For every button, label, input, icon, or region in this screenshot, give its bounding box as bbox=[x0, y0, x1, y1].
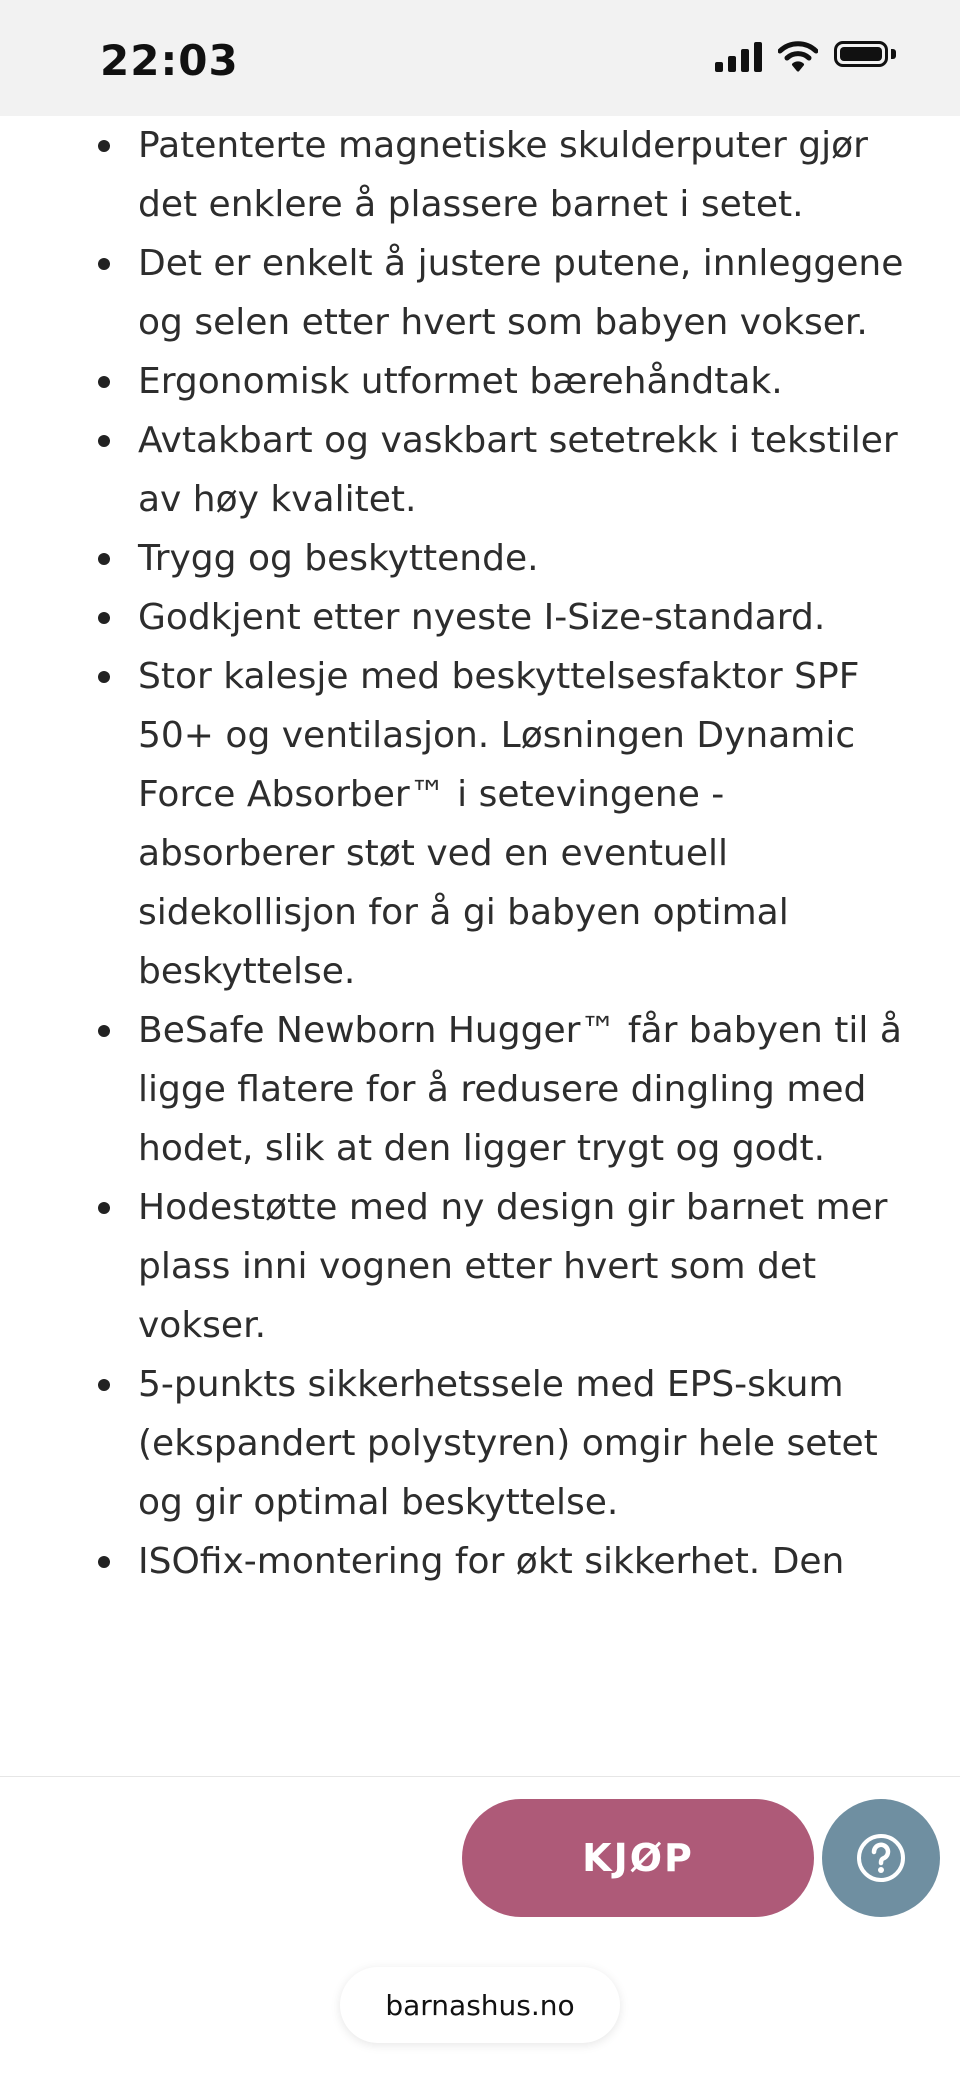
help-button[interactable] bbox=[822, 1799, 940, 1917]
feature-list bbox=[0, 116, 928, 1591]
list-item: Avtakbart og vaskbart setetrekk i tekstiler av høy kvalitet. bbox=[138, 411, 928, 529]
buy-button[interactable]: KJØP bbox=[462, 1799, 814, 1917]
signal-icon bbox=[715, 40, 762, 72]
list-item: BeSafe Newborn Hugger™ får babyen til å ligge flatere for å redusere dingling med hodet, slik at den ligger trygt og godt. bbox=[138, 1001, 928, 1178]
bottom-action-bar bbox=[0, 1776, 960, 2079]
status-bar bbox=[0, 0, 960, 116]
list-item: ISOfix-montering for økt sikkerhet. Den bbox=[138, 1532, 928, 1591]
list-item: Hodestøtte med ny design gir barnet mer plass inni vognen etter hvert som det vokser. bbox=[138, 1178, 928, 1355]
battery-icon bbox=[834, 41, 896, 71]
list-item: Stor kalesje med beskyttelsesfaktor SPF 50+ og ventilasjon. Løsningen Dynamic Force Absorber™ i setevingene - absorberer støt ved en eventuell sidekollisjon for å gi babyen optimal beskyttelse. bbox=[138, 647, 928, 1001]
list-item: Det er enkelt å justere putene, innleggene og selen etter hvert som babyen vokser. bbox=[138, 234, 928, 352]
product-description bbox=[0, 116, 960, 1776]
list-item: Ergonomisk utformet bærehåndtak. bbox=[138, 352, 928, 411]
question-icon bbox=[855, 1832, 907, 1884]
status-time: 22:03 bbox=[100, 36, 239, 85]
wifi-icon bbox=[778, 40, 818, 72]
list-item: Trygg og beskyttende. bbox=[138, 529, 928, 588]
list-item: Patenterte magnetiske skulderputer gjør det enklere å plassere barnet i setet. bbox=[138, 116, 928, 234]
list-item: Godkjent etter nyeste I-Size-standard. bbox=[138, 588, 928, 647]
status-icons bbox=[715, 40, 896, 72]
list-item: 5-punkts sikkerhetssele med EPS-skum (ekspandert polystyren) omgir hele setet og gir optimal beskyttelse. bbox=[138, 1355, 928, 1532]
address-bar[interactable]: barnashus.no bbox=[340, 1967, 620, 2043]
